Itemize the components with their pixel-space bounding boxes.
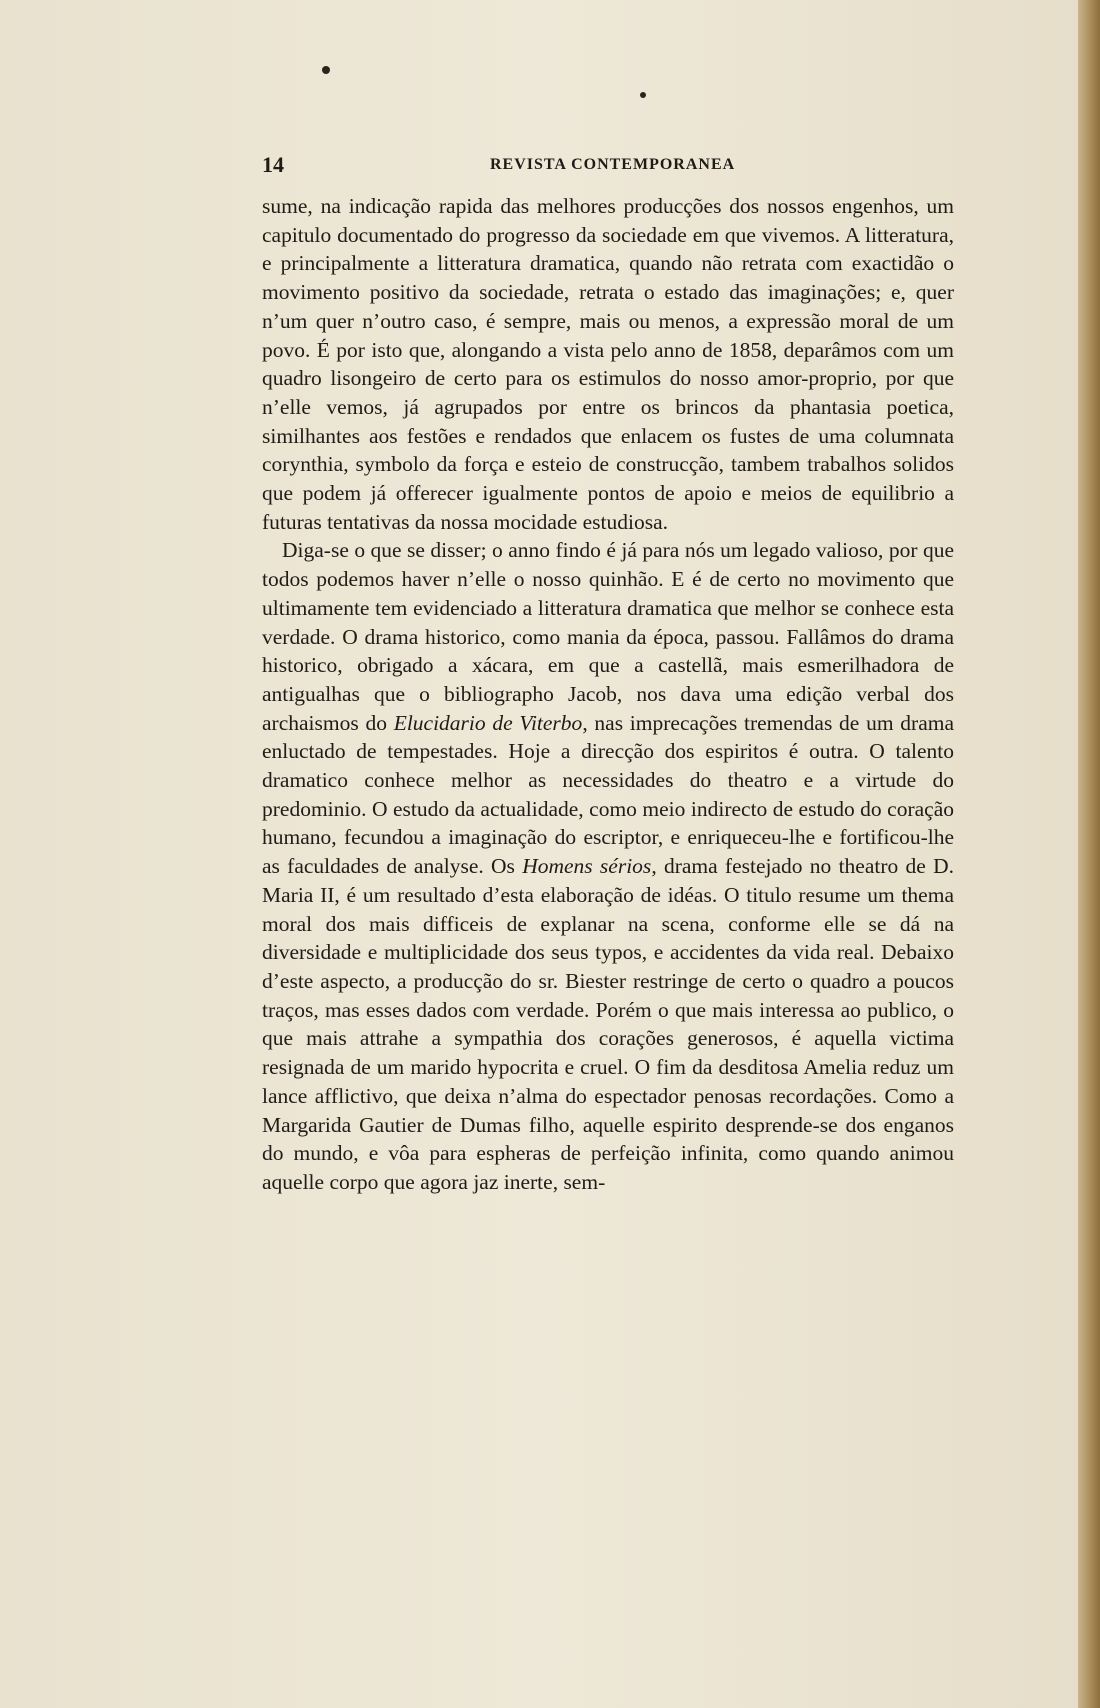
paragraph [262, 192, 954, 536]
text-segment: sume, na indicação rapida das melhores producções dos nossos engenhos, um capitulo documentado do progresso da sociedade em que vivemos. A litteratura, e principalmente a litteratura dramatica, quando não retrata com exactidão o movimento positivo da sociedade, retrata o estado das imaginações; e, quer n’um quer n’outro caso, é sempre, mais ou menos, a expressão moral de um povo. É por isto que, alongando a vista pelo anno de 1858, deparâmos com um quadro lisongeiro de certo para os estimulos do nosso amor-proprio, por que n’elle vemos, já agrupados por entre os brincos da phantasia poetica, similhantes aos festões e rendados que enlacem os fustes de uma columnata corynthia, symbolo da força e esteio de construcção, tambem trabalhos solidos que podem já offerecer igualmente pontos de apoio e meios de equilibrio a futuras tentativas da nossa mocidade estudiosa. [262, 194, 954, 534]
page-header [262, 152, 954, 178]
text-segment: Diga-se o que se disser; o anno findo é já para nós um legado valioso, por que todos podemos haver n’elle o nosso quinhão. E é de certo no movimento que ultimamente tem evidenciado a litteratura dramatica que melhor se conhece esta verdade. O drama historico, como mania da época, passou. Fallâmos do drama historico, obrigado a xácara, em que a castellã, mais esmerilhadora de antigualhas que o bibliographo Jacob, nos dava uma edição verbal dos archaismos do [262, 538, 954, 735]
paragraph [262, 536, 954, 1196]
text-segment: , nas imprecações tremendas de um drama enluctado de tempestades. Hoje a direcção dos espiritos é outra. O talento dramatico conhece melhor as necessidades do theatro e a virtude do predominio. O estudo da actualidade, como meio indirecto de estudo do coração humano, fecundou a imaginação do escriptor, e enriqueceu-lhe e fortificou-lhe as faculdades de analyse. Os [262, 710, 955, 879]
ink-speck [322, 66, 330, 74]
italic-title-homens-serios: Homens sérios [522, 854, 652, 879]
ink-speck [640, 92, 646, 98]
page-edge-binding [1078, 0, 1100, 1708]
article-body [262, 192, 954, 1197]
text-segment: , drama festejado no theatro de D. Maria II, é um resultado d’esta elaboração de idéas. O titulo resume um thema moral dos mais difficeis de explanar na scena, conforme elle se dá na diversidade e multiplicidade dos seus typos, e accidentes da vida real. Debaixo d’este aspecto, a producção do sr. Biester restringe de certo o quadro a poucos traços, mas esses dados com verdade. Porém o que mais interessa ao publico, o que mais attrahe a sympathia dos corações generosos, é aquella victima resignada de um marido hypocrita e cruel. O fim da desditosa Amelia reduz um lance afflictivo, que deixa n’alma do espectador penosas recordações. Como a Margarida Gautier de Dumas filho, aquelle espirito desprende-se dos enganos do mundo, e vôa para espheras de perfeição infinita, como quando animou aquelle corpo que agora jaz inerte, sem- [262, 854, 954, 1194]
running-title: REVISTA CONTEMPORANEA [490, 156, 736, 173]
italic-title-elucidario: Elucidario de Viterbo [393, 710, 583, 735]
page-number: 14 [262, 152, 284, 177]
